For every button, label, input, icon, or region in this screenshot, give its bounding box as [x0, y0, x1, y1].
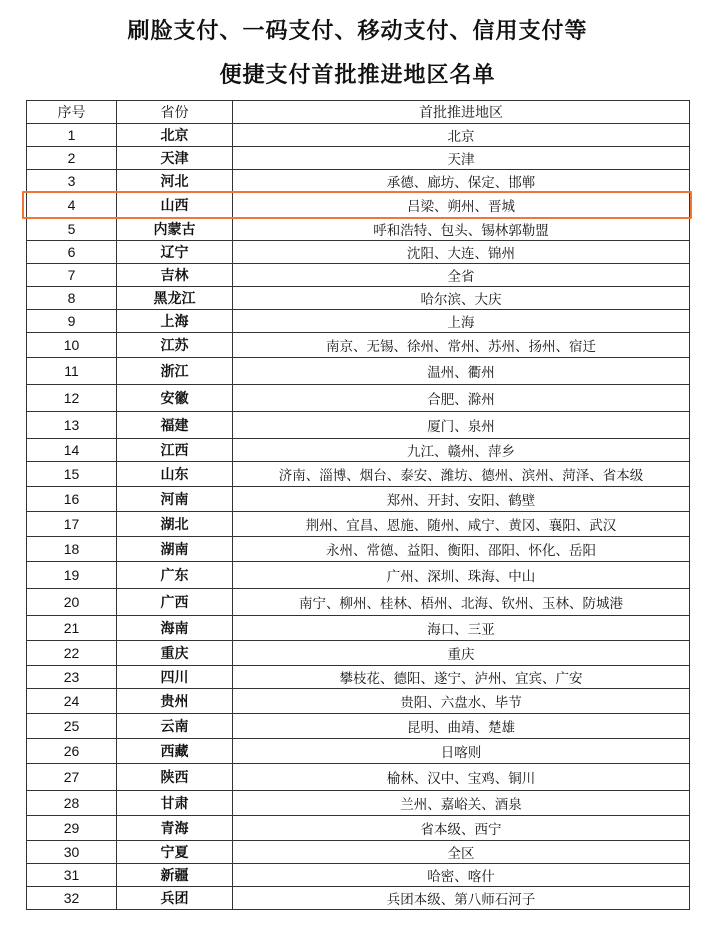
row-province: 辽宁 — [117, 241, 233, 264]
table-row — [27, 562, 690, 589]
row-areas: 哈密、喀什 — [233, 864, 690, 887]
row-index: 27 — [27, 764, 117, 791]
row-areas: 全省 — [233, 264, 690, 287]
row-province: 黑龙江 — [117, 287, 233, 310]
row-index: 13 — [27, 412, 117, 439]
row-province: 广东 — [117, 562, 233, 589]
row-areas: 温州、衢州 — [233, 358, 690, 385]
row-areas: 承德、廊坊、保定、邯郸 — [233, 170, 690, 193]
row-areas: 沈阳、大连、锦州 — [233, 241, 690, 264]
table-row — [27, 714, 690, 739]
table-row — [27, 791, 690, 816]
row-areas: 合肥、滁州 — [233, 385, 690, 412]
table-row — [27, 193, 690, 218]
row-areas: 永州、常德、益阳、衡阳、邵阳、怀化、岳阳 — [233, 537, 690, 562]
row-province: 内蒙古 — [117, 218, 233, 241]
row-province: 云南 — [117, 714, 233, 739]
row-index: 29 — [27, 816, 117, 841]
row-areas: 省本级、西宁 — [233, 816, 690, 841]
row-areas: 北京 — [233, 124, 690, 147]
row-province: 江西 — [117, 439, 233, 462]
row-province: 江苏 — [117, 333, 233, 358]
row-index: 1 — [27, 124, 117, 147]
row-areas: 海口、三亚 — [233, 616, 690, 641]
row-areas: 厦门、泉州 — [233, 412, 690, 439]
table-row — [27, 241, 690, 264]
row-province: 西藏 — [117, 739, 233, 764]
row-areas: 兵团本级、第八师石河子 — [233, 887, 690, 910]
row-province: 陕西 — [117, 764, 233, 791]
row-areas: 九江、赣州、萍乡 — [233, 439, 690, 462]
table-row — [27, 512, 690, 537]
row-index: 31 — [27, 864, 117, 887]
table-row — [27, 487, 690, 512]
title-line-2: 便捷支付首批推进地区名单 — [219, 62, 496, 88]
row-index: 22 — [27, 641, 117, 666]
row-index: 8 — [27, 287, 117, 310]
row-index: 20 — [27, 589, 117, 616]
row-areas: 郑州、开封、安阳、鹤壁 — [233, 487, 690, 512]
row-index: 32 — [27, 887, 117, 910]
regions-table — [26, 100, 690, 910]
row-areas: 呼和浩特、包头、锡林郭勒盟 — [233, 218, 690, 241]
row-index: 21 — [27, 616, 117, 641]
table-header-row — [27, 101, 690, 124]
header-province: 省份 — [117, 101, 233, 124]
row-province: 浙江 — [117, 358, 233, 385]
table-row — [27, 358, 690, 385]
table-row — [27, 816, 690, 841]
row-province: 四川 — [117, 666, 233, 689]
row-areas: 攀枝花、德阳、遂宁、泸州、宜宾、广安 — [233, 666, 690, 689]
row-areas: 贵阳、六盘水、毕节 — [233, 689, 690, 714]
row-province: 兵团 — [117, 887, 233, 910]
row-province: 河南 — [117, 487, 233, 512]
row-index: 12 — [27, 385, 117, 412]
table-row — [27, 333, 690, 358]
table-row — [27, 641, 690, 666]
row-areas: 昆明、曲靖、楚雄 — [233, 714, 690, 739]
row-province: 宁夏 — [117, 841, 233, 864]
row-province: 吉林 — [117, 264, 233, 287]
table-row — [27, 462, 690, 487]
row-index: 19 — [27, 562, 117, 589]
row-index: 5 — [27, 218, 117, 241]
title-line-1: 刷脸支付、一码支付、移动支付、信用支付等 — [127, 18, 588, 44]
row-index: 26 — [27, 739, 117, 764]
table-row — [27, 147, 690, 170]
row-index: 11 — [27, 358, 117, 385]
row-areas: 榆林、汉中、宝鸡、铜川 — [233, 764, 690, 791]
table-row — [27, 439, 690, 462]
table-row — [27, 287, 690, 310]
row-province: 新疆 — [117, 864, 233, 887]
row-index: 9 — [27, 310, 117, 333]
row-areas: 哈尔滨、大庆 — [233, 287, 690, 310]
row-index: 14 — [27, 439, 117, 462]
table-row — [27, 218, 690, 241]
row-province: 广西 — [117, 589, 233, 616]
row-areas: 南宁、柳州、桂林、梧州、北海、钦州、玉林、防城港 — [233, 589, 690, 616]
table-row — [27, 589, 690, 616]
row-areas: 济南、淄博、烟台、泰安、潍坊、德州、滨州、菏泽、省本级 — [233, 462, 690, 487]
table-row — [27, 739, 690, 764]
table-row — [27, 616, 690, 641]
row-province: 湖北 — [117, 512, 233, 537]
row-province: 福建 — [117, 412, 233, 439]
row-province: 天津 — [117, 147, 233, 170]
row-index: 28 — [27, 791, 117, 816]
row-province: 重庆 — [117, 641, 233, 666]
table-row — [27, 385, 690, 412]
table-row — [27, 412, 690, 439]
row-province: 上海 — [117, 310, 233, 333]
row-areas: 日喀则 — [233, 739, 690, 764]
row-index: 2 — [27, 147, 117, 170]
table-row — [27, 887, 690, 910]
row-areas: 重庆 — [233, 641, 690, 666]
table-row — [27, 864, 690, 887]
row-province: 山西 — [117, 193, 233, 218]
row-areas: 广州、深圳、珠海、中山 — [233, 562, 690, 589]
row-province: 贵州 — [117, 689, 233, 714]
row-province: 北京 — [117, 124, 233, 147]
row-index: 30 — [27, 841, 117, 864]
row-index: 16 — [27, 487, 117, 512]
table-row — [27, 124, 690, 147]
row-province: 甘肃 — [117, 791, 233, 816]
row-areas: 兰州、嘉峪关、酒泉 — [233, 791, 690, 816]
row-province: 湖南 — [117, 537, 233, 562]
row-index: 15 — [27, 462, 117, 487]
row-index: 7 — [27, 264, 117, 287]
row-index: 10 — [27, 333, 117, 358]
row-index: 4 — [27, 193, 117, 218]
row-index: 24 — [27, 689, 117, 714]
table-row — [27, 170, 690, 193]
table-row — [27, 689, 690, 714]
row-index: 25 — [27, 714, 117, 739]
row-province: 安徽 — [117, 385, 233, 412]
row-areas: 荆州、宜昌、恩施、随州、咸宁、黄冈、襄阳、武汉 — [233, 512, 690, 537]
table-row — [27, 310, 690, 333]
row-province: 山东 — [117, 462, 233, 487]
table-row — [27, 537, 690, 562]
table-row — [27, 841, 690, 864]
table-row — [27, 264, 690, 287]
row-province: 海南 — [117, 616, 233, 641]
table-row — [27, 764, 690, 791]
row-areas: 上海 — [233, 310, 690, 333]
row-index: 23 — [27, 666, 117, 689]
table-row — [27, 666, 690, 689]
row-province: 河北 — [117, 170, 233, 193]
row-province: 青海 — [117, 816, 233, 841]
row-areas: 全区 — [233, 841, 690, 864]
row-areas: 南京、无锡、徐州、常州、苏州、扬州、宿迁 — [233, 333, 690, 358]
row-index: 6 — [27, 241, 117, 264]
row-index: 3 — [27, 170, 117, 193]
row-areas: 天津 — [233, 147, 690, 170]
header-areas: 首批推进地区 — [233, 101, 690, 124]
row-index: 18 — [27, 537, 117, 562]
row-areas: 吕梁、朔州、晋城 — [233, 193, 690, 218]
row-index: 17 — [27, 512, 117, 537]
header-index: 序号 — [27, 101, 117, 124]
